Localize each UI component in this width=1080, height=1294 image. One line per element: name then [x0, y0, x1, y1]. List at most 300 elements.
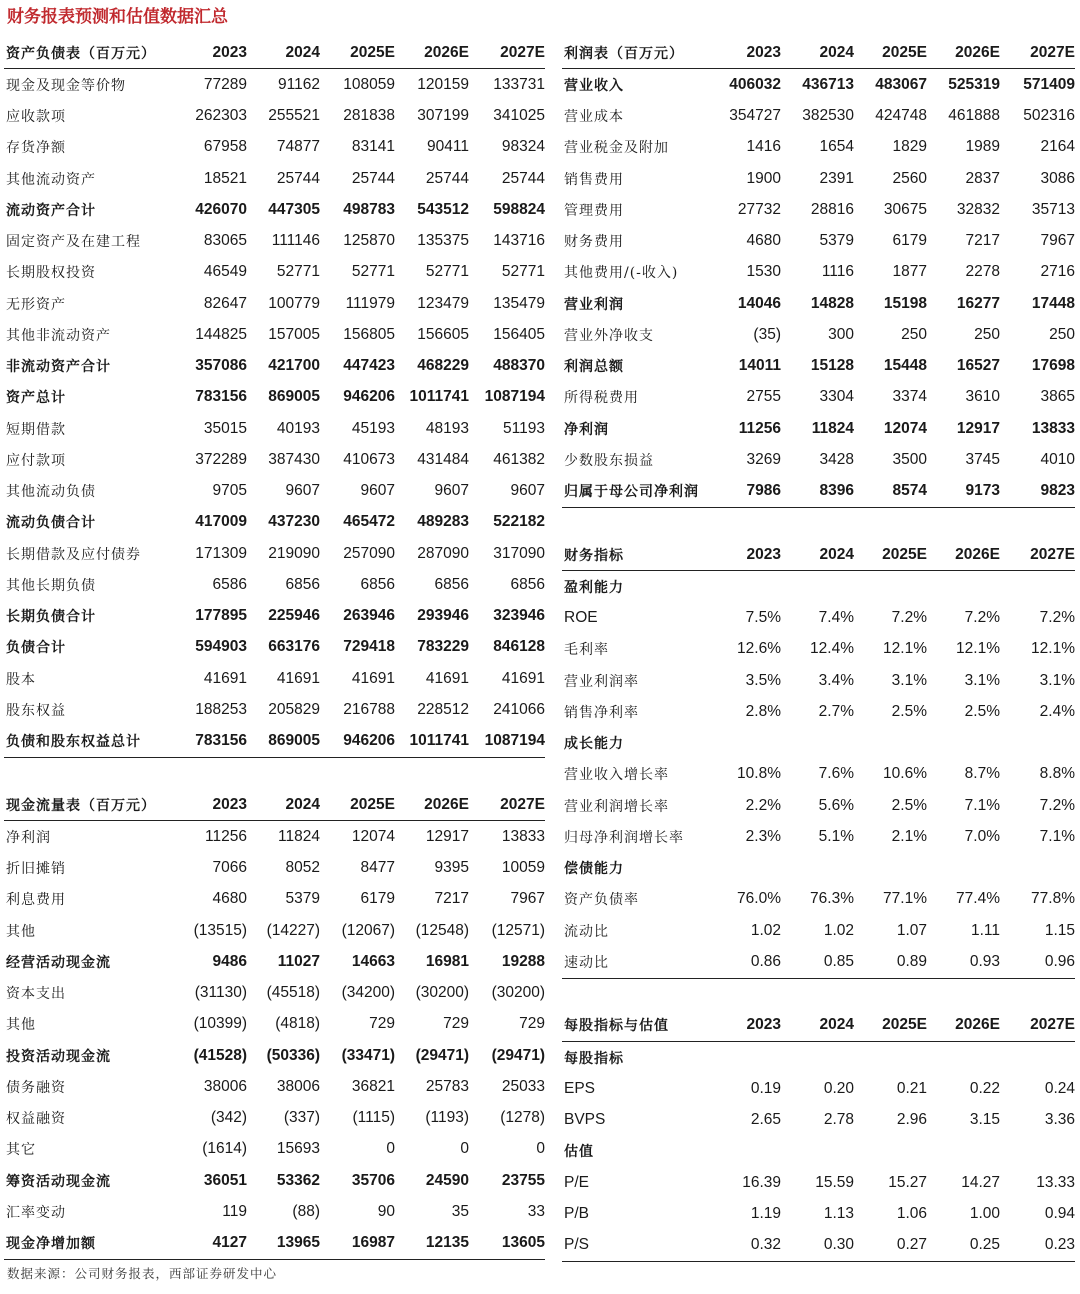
- cell-value: 14663: [351, 952, 395, 970]
- cell-value: 25744: [501, 169, 545, 187]
- year-header: 2027E: [1000, 539, 1075, 571]
- row-label: 利润总额: [564, 359, 624, 376]
- table-row: [4, 601, 545, 632]
- cell-value: 40193: [276, 419, 320, 437]
- cell-value: 14828: [810, 294, 854, 312]
- cell-value: 12.6%: [737, 640, 781, 658]
- cell-value: 12917: [956, 419, 1000, 437]
- cell-value: 465472: [343, 513, 395, 531]
- table-row: [4, 538, 545, 569]
- cell-value: 98324: [501, 138, 545, 156]
- table-row: [562, 759, 1075, 790]
- table-row: [562, 101, 1075, 132]
- row-label: 现金净增加额: [4, 1228, 180, 1260]
- table-row: [4, 1134, 545, 1165]
- row-label: 归属于母公司净利润: [562, 476, 708, 508]
- cell-value: 77289: [203, 75, 247, 93]
- cell-value: (31130): [194, 984, 247, 1002]
- table-row: [562, 132, 1075, 163]
- cell-value: 205829: [268, 700, 320, 718]
- cell-value: (1115): [352, 1109, 395, 1127]
- cell-value: 52771: [425, 263, 469, 281]
- cell-value: 16981: [425, 952, 469, 970]
- cell-value: 387430: [268, 450, 320, 468]
- cell-value: 7.2%: [891, 609, 927, 627]
- cell-value: 53362: [276, 1171, 320, 1189]
- year-header: 2027E: [469, 37, 545, 69]
- cell-value: 10059: [501, 859, 545, 877]
- cell-value: 250: [974, 325, 1000, 343]
- section-spacer: [562, 979, 1075, 1010]
- cell-value: 3610: [965, 388, 1000, 406]
- row-label: 成长能力: [564, 736, 624, 753]
- table-row: [4, 1071, 545, 1102]
- table-row: [4, 194, 545, 225]
- cell-value: 0.86: [708, 946, 781, 978]
- cell-value: 77.1%: [883, 890, 927, 908]
- cell-value: 7.2%: [964, 609, 1000, 627]
- row-label: 其他长期负债: [6, 577, 96, 594]
- cell-value: 3269: [746, 450, 781, 468]
- cell-value: (1614): [202, 1140, 247, 1158]
- row-label: 资产总计: [6, 390, 66, 407]
- cell-value: 2.96: [896, 1111, 927, 1129]
- table-row: [4, 257, 545, 288]
- cell-value: 16.39: [742, 1173, 781, 1191]
- cell-value: 0.96: [1000, 946, 1075, 978]
- cell-value: 0.19: [750, 1079, 781, 1097]
- cell-value: (33471): [341, 1046, 395, 1064]
- cell-value: 281838: [343, 107, 395, 125]
- cell-value: 1116: [821, 263, 854, 281]
- row-label: 负债合计: [6, 640, 66, 657]
- cell-value: 13833: [501, 827, 545, 845]
- table-row: [4, 507, 545, 538]
- cell-value: 41691: [425, 669, 469, 687]
- cell-value: 9607: [360, 482, 395, 500]
- cell-value: 5379: [285, 890, 320, 908]
- cell-value: 2560: [892, 169, 927, 187]
- cell-value: 16277: [956, 294, 1000, 312]
- cell-value: (29471): [415, 1046, 469, 1064]
- cell-value: 83141: [351, 138, 395, 156]
- table-row: [4, 132, 545, 163]
- cell-value: 171309: [195, 544, 247, 562]
- table-row: [4, 1196, 545, 1227]
- cell-value: 38006: [276, 1077, 320, 1095]
- cell-value: 111146: [271, 232, 320, 250]
- cell-value: (41528): [193, 1046, 247, 1064]
- cell-value: 13965: [247, 1228, 320, 1260]
- table-row: [562, 665, 1075, 696]
- year-header: 2027E: [469, 789, 545, 821]
- cell-value: 108059: [343, 75, 395, 93]
- cell-value: 4010: [1040, 450, 1075, 468]
- cell-value: 1.00: [969, 1204, 1000, 1222]
- row-label: 股本: [6, 671, 36, 688]
- financial-indicators-table: [562, 539, 1075, 979]
- table-row: [562, 634, 1075, 665]
- cell-value: 18521: [203, 169, 247, 187]
- year-header: 2024: [781, 37, 854, 69]
- year-header: 2026E: [927, 1010, 1000, 1042]
- table-row: [4, 694, 545, 725]
- table-row: [4, 569, 545, 600]
- cell-value: 7217: [965, 232, 1000, 250]
- cell-value: 15128: [810, 357, 854, 375]
- table-row: [4, 476, 545, 507]
- table-header-row: [562, 1010, 1075, 1042]
- cell-value: [927, 571, 1000, 603]
- row-label: 营业利润增长率: [564, 798, 669, 815]
- page-title: 财务报表预测和估值数据汇总: [7, 7, 228, 27]
- table-row: [562, 288, 1075, 319]
- row-label: 净利润: [564, 421, 609, 438]
- year-header: 2027E: [1000, 1010, 1075, 1042]
- table-row: [562, 915, 1075, 946]
- table-row: [4, 821, 545, 853]
- cell-value: 1.11: [970, 921, 1000, 939]
- cell-value: 36051: [203, 1171, 247, 1189]
- cell-value: 0: [386, 1140, 395, 1158]
- cell-value: 0.22: [969, 1079, 1000, 1097]
- cell-value: 17448: [1031, 294, 1075, 312]
- cell-value: 0.32: [708, 1230, 781, 1262]
- cell-value: 869005: [247, 726, 320, 758]
- year-header: 2026E: [395, 37, 469, 69]
- cell-value: [927, 728, 1000, 759]
- cell-value: (34200): [341, 984, 395, 1002]
- cell-value: 6856: [360, 575, 395, 593]
- cell-value: 188253: [195, 700, 247, 718]
- year-header: 2024: [781, 1010, 854, 1042]
- table-row: [562, 1230, 1075, 1262]
- cell-value: 783229: [417, 638, 469, 656]
- year-header: 2023: [708, 37, 781, 69]
- table-row: [562, 1198, 1075, 1229]
- row-label: 其他费用/(-收入): [564, 265, 679, 282]
- cell-value: 293946: [417, 607, 469, 625]
- cell-value: 0.20: [823, 1079, 854, 1097]
- cell-value: 143716: [493, 232, 545, 250]
- cell-value: 2.3%: [745, 827, 781, 845]
- table-row: [4, 413, 545, 444]
- cell-value: (35): [753, 325, 781, 343]
- cell-value: 0.89: [854, 946, 927, 978]
- cell-value: 372289: [195, 450, 247, 468]
- cell-value: 946206: [320, 726, 395, 758]
- table-title: 现金流量表（百万元）: [4, 789, 180, 821]
- year-header: 2023: [180, 37, 247, 69]
- table-row: [562, 821, 1075, 852]
- cell-value: 431484: [417, 450, 469, 468]
- table-row: [4, 101, 545, 132]
- cell-value: 543512: [417, 200, 469, 218]
- cell-value: 406032: [729, 75, 781, 93]
- cell-value: 13.33: [1036, 1173, 1075, 1191]
- cell-value: (337): [283, 1109, 320, 1127]
- row-label: P/B: [564, 1204, 589, 1222]
- row-label: 毛利率: [564, 642, 609, 659]
- cell-value: 10.8%: [737, 765, 781, 783]
- year-header: 2023: [180, 789, 247, 821]
- row-label: 应收款项: [6, 109, 66, 126]
- cell-value: 14046: [737, 294, 781, 312]
- table-row: [4, 444, 545, 475]
- cell-value: 1087194: [484, 388, 545, 406]
- table-title: 利润表（百万元）: [562, 37, 708, 69]
- cell-value: 15693: [276, 1140, 320, 1158]
- cell-value: 1877: [892, 263, 927, 281]
- cell-value: 156605: [417, 325, 469, 343]
- cell-value: 9607: [285, 482, 320, 500]
- cell-value: 8477: [360, 859, 395, 877]
- cell-value: 52771: [501, 263, 545, 281]
- row-label: BVPS: [564, 1111, 606, 1129]
- cell-value: 0.85: [781, 946, 854, 978]
- cell-value: 125870: [343, 232, 395, 250]
- cell-value: 3.1%: [964, 671, 1000, 689]
- cell-value: 1530: [746, 263, 781, 281]
- row-label: 营业收入: [564, 77, 624, 94]
- table-row: [562, 696, 1075, 727]
- cell-value: [781, 728, 854, 759]
- cell-value: (88): [292, 1202, 320, 1220]
- row-label: P/S: [562, 1230, 708, 1262]
- cell-value: 729418: [343, 638, 395, 656]
- cell-value: 119: [222, 1202, 247, 1220]
- cell-value: 41691: [276, 669, 320, 687]
- cell-value: 255521: [268, 107, 320, 125]
- cell-value: 15448: [883, 357, 927, 375]
- cell-value: 6856: [510, 575, 545, 593]
- cell-value: 8574: [854, 476, 927, 508]
- cell-value: 2.8%: [745, 702, 781, 720]
- cell-value: 41691: [501, 669, 545, 687]
- cell-value: 447305: [268, 200, 320, 218]
- cell-value: 2837: [965, 169, 1000, 187]
- section-spacer: [4, 758, 545, 789]
- cell-value: 15.59: [815, 1173, 854, 1191]
- table-row: [4, 319, 545, 350]
- cell-value: 783156: [180, 726, 247, 758]
- cell-value: [854, 1042, 927, 1074]
- cell-value: 216788: [343, 700, 395, 718]
- table-row: [4, 382, 545, 413]
- cell-value: 3865: [1040, 388, 1075, 406]
- cell-value: 6179: [360, 890, 395, 908]
- year-header: 2025E: [854, 37, 927, 69]
- cell-value: [781, 853, 854, 884]
- cell-value: 488370: [493, 357, 545, 375]
- cell-value: 7.5%: [745, 609, 781, 627]
- row-label: 营业成本: [564, 109, 624, 126]
- cell-value: 35706: [351, 1171, 395, 1189]
- table-row: [562, 946, 1075, 978]
- cell-value: 2.4%: [1039, 702, 1075, 720]
- cell-value: 729: [369, 1015, 395, 1033]
- row-label: 资本支出: [6, 986, 66, 1003]
- cell-value: 4127: [180, 1228, 247, 1260]
- cell-value: 30675: [883, 200, 927, 218]
- cell-value: 3.15: [969, 1111, 1000, 1129]
- cell-value: 25744: [351, 169, 395, 187]
- cell-value: 9823: [1000, 476, 1075, 508]
- cell-value: 17698: [1031, 357, 1075, 375]
- cell-value: 52771: [351, 263, 395, 281]
- cell-value: 51193: [503, 419, 545, 437]
- cell-value: 7.1%: [1039, 827, 1075, 845]
- cell-value: 35713: [1031, 200, 1075, 218]
- table-header-row: [562, 539, 1075, 571]
- cell-value: 598824: [493, 200, 545, 218]
- cell-value: 7967: [510, 890, 545, 908]
- cell-value: 13605: [469, 1228, 545, 1260]
- row-label: 其他流动负债: [6, 484, 96, 501]
- cell-value: 16527: [956, 357, 1000, 375]
- cell-value: 1829: [892, 138, 927, 156]
- cell-value: 525319: [948, 75, 1000, 93]
- row-label: 非流动资产合计: [6, 359, 111, 376]
- table-row: [562, 69, 1075, 101]
- cell-value: 41691: [351, 669, 395, 687]
- table-row: [4, 351, 545, 382]
- row-label: 折旧摊销: [6, 861, 66, 878]
- row-label: 流动资产合计: [6, 202, 96, 219]
- table-title: 每股指标与估值: [562, 1010, 708, 1042]
- cell-value: (13515): [193, 921, 247, 939]
- cell-value: 1.15: [1044, 921, 1075, 939]
- cell-value: 2716: [1040, 263, 1075, 281]
- year-header: 2023: [708, 1010, 781, 1042]
- cell-value: 15.27: [888, 1173, 927, 1191]
- cash-flow-table: [4, 789, 545, 1260]
- cell-value: 4680: [746, 232, 781, 250]
- row-label: 其他非流动资产: [6, 327, 111, 344]
- cell-value: (12067): [341, 921, 395, 939]
- row-label: 无形资产: [6, 296, 66, 313]
- year-header: 2025E: [320, 789, 395, 821]
- cell-value: 357086: [195, 357, 247, 375]
- cell-value: (10399): [193, 1015, 247, 1033]
- cell-value: 0.30: [781, 1230, 854, 1262]
- cell-value: 41691: [203, 669, 247, 687]
- row-label: 债务融资: [6, 1079, 66, 1096]
- table-header-row: [4, 789, 545, 821]
- cell-value: 2.5%: [891, 702, 927, 720]
- row-label: 长期借款及应付债券: [6, 546, 141, 563]
- cell-value: 7.2%: [1039, 796, 1075, 814]
- row-label: 投资活动现金流: [6, 1048, 111, 1065]
- cell-value: 25744: [276, 169, 320, 187]
- year-header: 2027E: [1000, 37, 1075, 69]
- cell-value: 3.36: [1044, 1111, 1075, 1129]
- cell-value: 14011: [738, 357, 781, 375]
- cell-value: 23755: [501, 1171, 545, 1189]
- cell-value: 135375: [417, 232, 469, 250]
- cell-value: 7.1%: [964, 796, 1000, 814]
- cell-value: 11027: [277, 952, 320, 970]
- row-label: 销售净利率: [564, 704, 639, 721]
- table-title: 财务指标: [562, 539, 708, 571]
- row-label: P/E: [564, 1173, 589, 1191]
- cell-value: 2755: [746, 388, 781, 406]
- row-label: 其他: [6, 923, 36, 940]
- right-column: [562, 37, 1075, 1262]
- cell-value: [1000, 853, 1075, 884]
- cell-value: 19288: [501, 952, 545, 970]
- cell-value: 502316: [1023, 107, 1075, 125]
- cell-value: 663176: [268, 638, 320, 656]
- table-row: [562, 1105, 1075, 1136]
- cell-value: 156405: [493, 325, 545, 343]
- cell-value: 27732: [737, 200, 781, 218]
- cell-value: 12074: [883, 419, 927, 437]
- cell-value: 869005: [268, 388, 320, 406]
- row-label: 负债和股东权益总计: [4, 726, 180, 758]
- cell-value: 3.5%: [745, 671, 781, 689]
- cell-value: 8.8%: [1039, 765, 1075, 783]
- cell-value: 15198: [883, 294, 927, 312]
- row-label: 长期负债合计: [6, 609, 96, 626]
- row-label: 筹资活动现金流: [6, 1173, 111, 1190]
- cell-value: 436713: [802, 75, 854, 93]
- cell-value: 262303: [195, 107, 247, 125]
- table-row: [4, 663, 545, 694]
- cell-value: 323946: [493, 607, 545, 625]
- row-label: 长期股权投资: [6, 265, 96, 282]
- row-label: 权益融资: [6, 1111, 66, 1128]
- cell-value: 6856: [434, 575, 469, 593]
- cell-value: 307199: [417, 107, 469, 125]
- cell-value: 7.2%: [1039, 609, 1075, 627]
- cell-value: 7967: [1040, 232, 1075, 250]
- row-label: 少数股东损益: [564, 452, 654, 469]
- table-row: [562, 571, 1075, 603]
- cell-value: 7.4%: [818, 609, 854, 627]
- year-header: 2026E: [927, 539, 1000, 571]
- cell-value: 2391: [819, 169, 854, 187]
- row-label: 销售费用: [564, 171, 624, 188]
- table-row: [562, 351, 1075, 382]
- table-row: [562, 884, 1075, 915]
- cell-value: [1000, 728, 1075, 759]
- cell-value: 7066: [212, 859, 247, 877]
- cell-value: 424748: [875, 107, 927, 125]
- cell-value: 38006: [203, 1077, 247, 1095]
- cell-value: (30200): [491, 984, 545, 1002]
- row-label: 所得税费用: [564, 390, 639, 407]
- cell-value: [781, 1136, 854, 1167]
- cell-value: 48193: [425, 419, 469, 437]
- cell-value: 498783: [343, 200, 395, 218]
- row-label: 存货净额: [6, 140, 66, 157]
- cell-value: 11824: [278, 827, 320, 845]
- cell-value: (50336): [266, 1046, 320, 1064]
- row-label: 其他: [6, 1017, 36, 1034]
- cell-value: 228512: [417, 700, 469, 718]
- cell-value: 3086: [1040, 169, 1075, 187]
- cell-value: 8396: [781, 476, 854, 508]
- cell-value: 382530: [802, 107, 854, 125]
- cell-value: 9486: [212, 952, 247, 970]
- cell-value: 468229: [417, 357, 469, 375]
- cell-value: 100779: [268, 294, 320, 312]
- cell-value: 1011741: [395, 726, 469, 758]
- cell-value: 11256: [738, 419, 781, 437]
- year-header: 2025E: [320, 37, 395, 69]
- cell-value: 35: [451, 1202, 469, 1220]
